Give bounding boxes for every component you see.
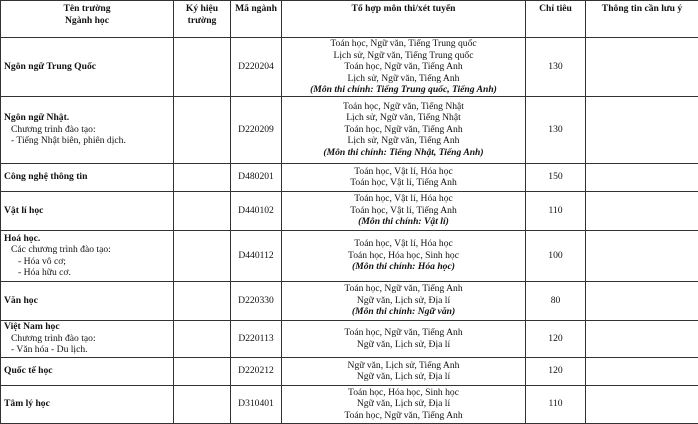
major-name: Văn học [1,281,174,320]
school-code-cell [174,357,231,385]
table-row [1,163,698,191]
table-row [1,230,698,281]
subject-combos: Toán học, Ngữ văn, Tiếng Anh Ngữ văn, Lịch sử, Địa lí (Môn thi chính: Ngữ văn) [282,281,526,320]
notes-cell [586,163,698,191]
major-code: D220209 [231,96,282,163]
major-name-cell: Hoá học. Các chương trình đào tạo: - Hóa vô cơ; - Hóa hữu cơ. [1,230,174,281]
school-code-cell [174,385,231,423]
subject-combos: Toán học, Ngữ văn, Tiếng Anh Ngữ văn, Lịch sử, Địa lí [282,320,526,357]
major-code: D310401 [231,385,282,423]
quota: 110 [526,191,586,230]
subject-combos: Ngữ văn, Lịch sử, Tiếng Anh Ngữ văn, Lịch sử, Địa lí [282,357,526,385]
subject-combos: Toán học, Vật lí, Hóa học Toán học, Hóa học, Sinh học (Môn thi chính: Hóa học) [282,230,526,281]
major-name: Công nghệ thông tin [1,163,174,191]
major-code: D440112 [231,230,282,281]
subject-combos: Toán học, Vật lí, Hóa học Toán học, Vật lí, Tiếng Anh [282,163,526,191]
quota: 120 [526,357,586,385]
notes-cell [586,385,698,423]
major-name-cell: Ngôn ngữ Nhật. Chương trình đào tạo: - Tiếng Nhật biên, phiên dịch. [1,96,174,163]
quota: 110 [526,385,586,423]
table-row [1,357,698,385]
notes-cell [586,96,698,163]
school-code-cell [174,281,231,320]
table-row [1,38,698,97]
school-code-cell [174,38,231,97]
quota: 130 [526,96,586,163]
school-code-cell [174,96,231,163]
major-name: Ngôn ngữ Trung Quốc [1,38,174,97]
school-code-cell [174,230,231,281]
table-row [1,191,698,230]
header-school-code: Ký hiệu trường [174,1,231,38]
notes-cell [586,230,698,281]
school-code-cell [174,320,231,357]
table-row [1,96,698,163]
quota: 80 [526,281,586,320]
quota: 150 [526,163,586,191]
major-name: Tâm lý học [1,385,174,423]
header-school-major: Tên trường Ngành học [1,1,174,38]
quota: 130 [526,38,586,97]
table-row [1,281,698,320]
major-code: D480201 [231,163,282,191]
header-major-code: Mã ngành [231,1,282,38]
subject-combos: Toán học, Ngữ văn, Tiếng Nhật Lịch sử, Ngữ văn, Tiếng Nhật Toán học, Ngữ văn, Tiếng Anh Lịch sử, Ngữ văn, Tiếng Anh (Môn thi chính: Tiếng Nhật, Tiếng Anh) [282,96,526,163]
notes-cell [586,320,698,357]
quota: 100 [526,230,586,281]
header-quota: Chỉ tiêu [526,1,586,38]
subject-combos: Toán học, Ngữ văn, Tiếng Trung quốc Lịch sử, Ngữ văn, Tiếng Trung quốc Toán học, Ngữ văn, Tiếng Anh Lịch sử, Ngữ văn, Tiếng Anh (Môn thi chính: Tiếng Trung quốc, Tiếng Anh) [282,38,526,97]
header-notes: Thông tin cần lưu ý [586,1,698,38]
school-code-cell [174,163,231,191]
major-name: Quốc tế học [1,357,174,385]
notes-cell [586,191,698,230]
major-code: D220113 [231,320,282,357]
notes-cell [586,357,698,385]
major-code: D220204 [231,38,282,97]
major-code: D440102 [231,191,282,230]
notes-cell [586,38,698,97]
major-code: D220330 [231,281,282,320]
subject-combos: Toán học, Hóa học, Sinh học Ngữ văn, Lịch sử, Địa lí Toán học, Ngữ văn, Tiếng Anh [282,385,526,423]
header-row [1,1,698,38]
table-row [1,385,698,423]
table-row [1,320,698,357]
quota: 120 [526,320,586,357]
major-code: D220212 [231,357,282,385]
notes-cell [586,281,698,320]
subject-combos: Toán học, Vật lí, Hóa học Toán học, Vật lí, Tiếng Anh (Môn thi chính: Vật lí) [282,191,526,230]
header-subject-combos: Tổ hợp môn thi/xét tuyển [282,1,526,38]
major-name-cell: Việt Nam học Chương trình đào tạo: - Văn hóa - Du lịch. [1,320,174,357]
major-name: Vật lí học [1,191,174,230]
school-code-cell [174,191,231,230]
